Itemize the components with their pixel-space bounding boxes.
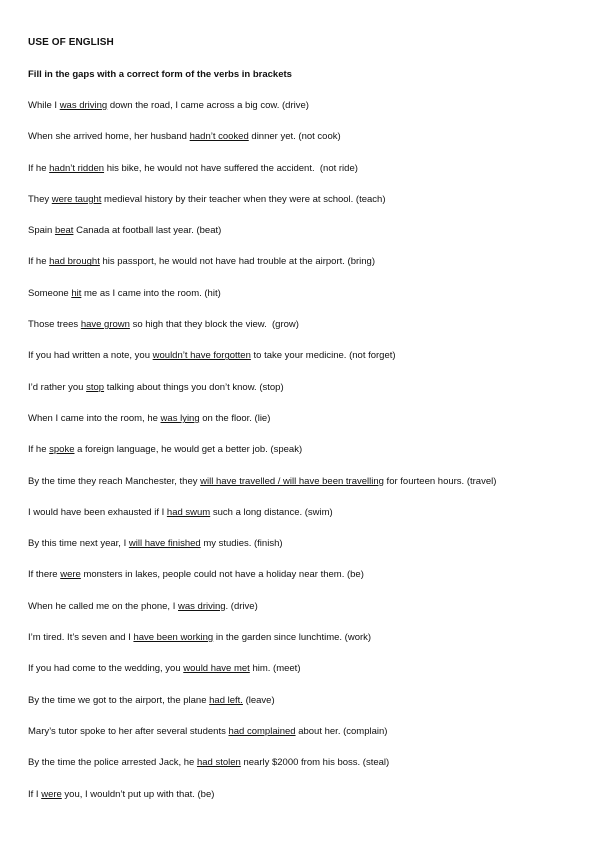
sentence-text-after: his passport, he would not have had trouble at the airport. (bring) <box>99 256 375 268</box>
sentence-text-after: my studies. (finish) <box>200 538 283 550</box>
sentence-text-after: nearly $2000 from his boss. (steal) <box>240 757 390 769</box>
sentence-text-before: By the time they reach Manchester, they <box>28 475 201 487</box>
answer-text: had swum <box>166 506 211 518</box>
sentence-text-before: When she arrived home, her husband <box>28 131 190 143</box>
sentence-item <box>28 381 588 412</box>
sentence-item <box>28 694 588 725</box>
sentence-item <box>28 725 588 756</box>
sentence-text-before: If you had come to the wedding, you <box>28 663 184 675</box>
sentence-item <box>28 193 588 224</box>
sentence-item <box>28 662 588 693</box>
sentence-item <box>28 631 588 662</box>
sentence-text-before: By this time next year, I <box>28 538 129 550</box>
sentence-item <box>28 224 588 255</box>
sentence-text-before: When he called me on the phone, I <box>28 600 178 612</box>
sentence-text-before: If there <box>28 569 61 581</box>
sentence-list <box>28 99 588 819</box>
answer-text: had complained <box>228 725 296 737</box>
sentence-item <box>28 412 588 443</box>
sentence-text-before: Those trees <box>28 319 81 331</box>
sentence-text-before: If he <box>28 256 50 268</box>
sentence-item <box>28 537 588 568</box>
sentence-text-before: I’m tired. It’s seven and I <box>28 632 134 644</box>
sentence-text-after: so high that they block the view. (grow) <box>129 319 299 331</box>
sentence-text-before: Someone <box>28 287 72 299</box>
sentence-text-after: you, I wouldn’t put up with that. (be) <box>61 788 215 800</box>
sentence-item <box>28 475 588 506</box>
sentence-item <box>28 756 588 787</box>
sentence-item <box>28 99 588 130</box>
sentence-text-before: If he <box>28 162 50 174</box>
sentence-text-before: Spain <box>28 225 55 237</box>
sentence-text-after: . (drive) <box>225 600 258 612</box>
sentence-item <box>28 506 588 537</box>
sentence-item <box>28 162 588 193</box>
answer-text: have been working <box>133 632 214 644</box>
sentence-text-before: When I came into the room, he <box>28 412 161 424</box>
sentence-text-after: about her. (complain) <box>295 725 388 737</box>
sentence-text-after: monsters in lakes, people could not have a holiday near them. (be) <box>80 569 364 581</box>
sentence-text-after: me as I came into the room. (hit) <box>81 287 221 299</box>
sentence-text-after: Canada at football last year. (beat) <box>73 225 222 237</box>
answer-text: were taught <box>51 193 102 205</box>
answer-text: had brought <box>49 256 100 268</box>
answer-text: spoke <box>49 444 75 456</box>
answer-text: hadn’t ridden <box>49 162 105 174</box>
sentence-text-before: They <box>28 193 52 205</box>
sentence-text-after: such a long distance. (swim) <box>210 506 333 518</box>
sentence-item <box>28 600 588 631</box>
answer-text: beat <box>54 225 74 237</box>
answer-text: hadn’t cooked <box>189 131 249 143</box>
sentence-item <box>28 130 588 161</box>
sentence-text-after: him. (meet) <box>249 663 301 675</box>
exercise-instruction: Fill in the gaps with a correct form of the verbs in brackets <box>28 69 292 80</box>
sentence-text-before: If he <box>28 444 50 456</box>
answer-text: hit <box>71 287 82 299</box>
sentence-text-after: his bike, he would not have suffered the accident. (not ride) <box>104 162 358 174</box>
answer-text: will have travelled / will have been travelling <box>200 475 384 487</box>
answer-text: will have finished <box>128 538 201 550</box>
answer-text: stop <box>86 381 105 393</box>
answer-text: was driving <box>178 600 226 612</box>
answer-text: wouldn’t have forgotten <box>152 350 251 362</box>
answer-text: would have met <box>183 663 250 675</box>
answer-text: were <box>60 569 81 581</box>
answer-text: had stolen <box>196 757 241 769</box>
sentence-text-before: Mary’s tutor spoke to her after several students <box>28 725 229 737</box>
sentence-text-after: on the floor. (lie) <box>199 412 271 424</box>
answer-text: had left. <box>209 694 243 706</box>
sentence-text-after: in the garden since lunchtime. (work) <box>213 632 372 644</box>
answer-text: have grown <box>80 319 130 331</box>
sentence-item <box>28 255 588 286</box>
sentence-text-after: to take your medicine. (not forget) <box>250 350 396 362</box>
sentence-text-before: While I <box>28 100 60 111</box>
sentence-text-before: By the time we got to the airport, the plane <box>28 694 210 706</box>
sentence-item <box>28 287 588 318</box>
sentence-text-after: down the road, I came across a big cow. (drive) <box>107 100 309 111</box>
sentence-item <box>28 788 588 819</box>
sentence-text-before: If you had written a note, you <box>28 350 153 362</box>
sentence-text-after: for fourteen hours. (travel) <box>383 475 497 487</box>
sentence-item <box>28 443 588 474</box>
sentence-item <box>28 349 588 380</box>
sentence-text-after: talking about things you don’t know. (stop) <box>104 381 284 393</box>
answer-text: were <box>41 788 62 800</box>
sentence-text-before: I’d rather you <box>28 381 87 393</box>
sentence-item <box>28 318 588 349</box>
sentence-text-after: dinner yet. (not cook) <box>248 131 341 143</box>
document-title: USE OF ENGLISH <box>28 37 114 48</box>
sentence-text-before: By the time the police arrested Jack, he <box>28 757 197 769</box>
sentence-text-after: a foreign language, he would get a better job. (speak) <box>74 444 303 456</box>
sentence-text-after: (leave) <box>242 694 275 706</box>
sentence-text-after: medieval history by their teacher when they were at school. (teach) <box>101 193 386 205</box>
answer-text: was lying <box>160 412 200 424</box>
answer-text: was driving <box>59 100 108 111</box>
sentence-text-before: I would have been exhausted if I <box>28 506 167 518</box>
sentence-item <box>28 568 588 599</box>
sentence-text-before: If I <box>28 788 42 800</box>
